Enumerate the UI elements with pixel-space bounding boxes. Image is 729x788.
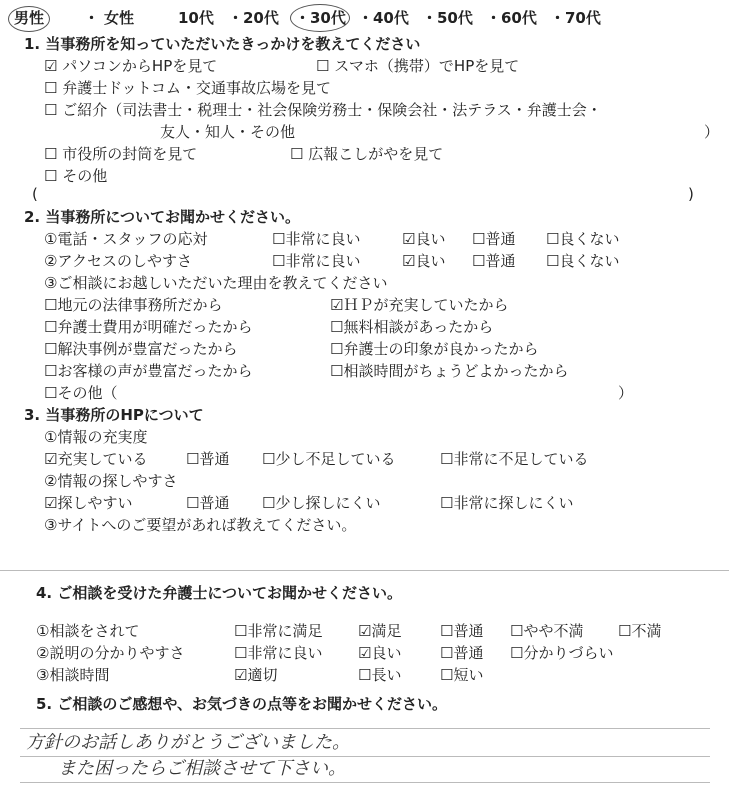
age-20: ・20代 — [228, 9, 279, 27]
age-60: ・60代 — [486, 9, 537, 27]
q4-r3-label: ③相談時間 — [36, 666, 110, 684]
gender-sep: ・ — [84, 9, 100, 27]
q5-line-top — [20, 728, 710, 729]
q1-opt-bengo[interactable]: ☐ 弁護士ドットコム・交通事故広場を見て — [44, 79, 332, 97]
q4-r2-opt4[interactable]: ☐分かりづらい — [510, 644, 614, 662]
q3-s2-label: ②情報の探しやすさ — [44, 472, 178, 490]
q2-r2-label: ②アクセスのしやすさ — [44, 252, 192, 270]
q4-r2-opt1[interactable]: ☐非常に良い — [234, 644, 323, 662]
q1-opt-intro[interactable]: ☐ ご紹介（司法書士・税理士・社会保険労務士・保険会社・法テラス・弁護士会・ — [44, 101, 602, 119]
q4-r1-opt4[interactable]: ☐やや不満 — [510, 622, 584, 640]
q1-opt-pc[interactable]: ☑ パソコンからHPを見て — [44, 57, 218, 75]
q3-divider — [0, 570, 729, 571]
gender-female: 女性 — [104, 9, 135, 27]
age-70: ・70代 — [550, 9, 601, 27]
q3-s3-label: ③サイトへのご要望があれば教えてください。 — [44, 516, 357, 534]
q4-r2-label: ②説明の分かりやすさ — [36, 644, 185, 662]
q2-reason-other[interactable]: ☐その他（ — [44, 384, 118, 402]
q1-opt-intro2-close: ） — [704, 123, 720, 141]
q1-opt-other[interactable]: ☐ その他 — [44, 167, 108, 185]
q4-r1-opt3[interactable]: ☐普通 — [440, 622, 484, 640]
q4-r1-opt2[interactable]: ☑満足 — [358, 622, 402, 640]
q2-r2-opt3[interactable]: ☐普通 — [472, 252, 516, 270]
q3-s1-opt3[interactable]: ☐少し不足している — [262, 450, 396, 468]
q2-r1-label: ①電話・スタッフの応対 — [44, 230, 208, 248]
q4-r3-opt1[interactable]: ☑適切 — [234, 666, 278, 684]
q1-other-close: ) — [688, 185, 694, 203]
q2-r1-opt4[interactable]: ☐良くない — [546, 230, 620, 248]
q2-reason-other-close: ） — [618, 384, 634, 402]
q2-reason-local[interactable]: ☐地元の法律事務所だから — [44, 296, 223, 314]
q3-s1-opt1[interactable]: ☑充実している — [44, 450, 148, 468]
q1-title: 1. 当事務所を知っていただいたきっかけを教えてください — [24, 35, 421, 53]
q2-reason-free[interactable]: ☐無料相談があったから — [330, 318, 494, 336]
q4-r3-opt2[interactable]: ☐長い — [358, 666, 402, 684]
q2-reason-cases[interactable]: ☐解決事例が豊富だったから — [44, 340, 238, 358]
q1-opt-koho[interactable]: ☐ 広報こしがやを見て — [290, 145, 444, 163]
q3-s1-opt2[interactable]: ☐普通 — [186, 450, 230, 468]
q4-r2-opt3[interactable]: ☐普通 — [440, 644, 484, 662]
q5-title: 5. ご相談のご感想や、お気づきの点等をお聞かせください。 — [36, 695, 448, 713]
q2-q3-label: ③ご相談にお越しいただいた理由を教えてください — [44, 274, 388, 292]
q5-answer-line1: 方針のお話しありがとうございました。 — [26, 732, 350, 753]
q2-r2-opt4[interactable]: ☐良くない — [546, 252, 620, 270]
q3-title: 3. 当事務所のHPについて — [24, 406, 204, 424]
q1-opt-city[interactable]: ☐ 市役所の封筒を見て — [44, 145, 198, 163]
q4-r1-opt5[interactable]: ☐不満 — [618, 622, 662, 640]
q5-line-bottom — [20, 782, 710, 783]
q4-r1-opt1[interactable]: ☐非常に満足 — [234, 622, 323, 640]
q3-s1-label: ①情報の充実度 — [44, 428, 148, 446]
q2-reason-fee[interactable]: ☐弁護士費用が明確だったから — [44, 318, 253, 336]
q4-title: 4. ご相談を受けた弁護士についてお聞かせください。 — [36, 584, 403, 602]
q2-r2-opt1[interactable]: ☐非常に良い — [272, 252, 361, 270]
q2-r1-opt3[interactable]: ☐普通 — [472, 230, 516, 248]
q1-opt-intro2: 友人・知人・その他 — [160, 123, 296, 141]
q3-s2-opt3[interactable]: ☐少し探しにくい — [262, 494, 381, 512]
gender-male: 男性 — [14, 9, 45, 27]
q2-title: 2. 当事務所についてお聞かせください。 — [24, 208, 301, 226]
q3-s1-opt4[interactable]: ☐非常に不足している — [440, 450, 589, 468]
q5-line-mid — [20, 756, 710, 757]
q2-reason-hp[interactable]: ☑ＨＰが充実していたから — [330, 296, 509, 314]
q1-opt-phone[interactable]: ☐ スマホ（携帯）でHPを見て — [316, 57, 520, 75]
q2-reason-voice[interactable]: ☐お客様の声が豊富だったから — [44, 362, 253, 380]
q4-r3-opt3[interactable]: ☐短い — [440, 666, 484, 684]
age-50: ・50代 — [422, 9, 473, 27]
q2-r2-opt2[interactable]: ☑良い — [402, 252, 446, 270]
age-30: ・30代 — [295, 9, 346, 27]
q3-s2-opt2[interactable]: ☐普通 — [186, 494, 230, 512]
age-40: ・40代 — [358, 9, 409, 27]
q2-r1-opt2[interactable]: ☑良い — [402, 230, 446, 248]
q2-r1-opt1[interactable]: ☐非常に良い — [272, 230, 361, 248]
q4-r1-label: ①相談をされて — [36, 622, 140, 640]
q4-r2-opt2[interactable]: ☑良い — [358, 644, 402, 662]
q5-answer-line2: また困ったらご相談させて下さい。 — [58, 758, 346, 779]
q2-reason-time[interactable]: ☐相談時間がちょうどよかったから — [330, 362, 569, 380]
q1-other-open: ( — [32, 185, 38, 203]
q2-reason-impression[interactable]: ☐弁護士の印象が良かったから — [330, 340, 539, 358]
q3-s2-opt1[interactable]: ☑探しやすい — [44, 494, 133, 512]
age-10: 10代 — [178, 9, 214, 27]
q3-s2-opt4[interactable]: ☐非常に探しにくい — [440, 494, 574, 512]
